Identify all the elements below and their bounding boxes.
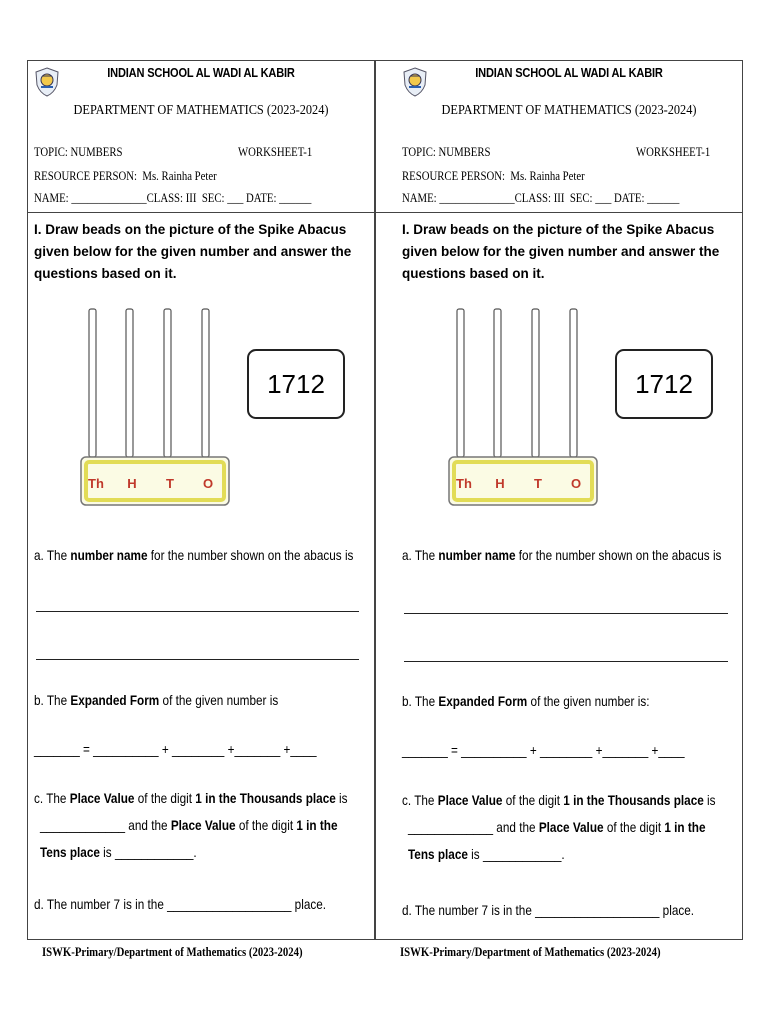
- abacus-spikes: [457, 309, 577, 457]
- footer: ISWK-Primary/Department of Mathematics (2023-2024): [400, 945, 661, 959]
- number-box: 1712: [615, 349, 713, 419]
- department-title: DEPARTMENT OF MATHEMATICS (2023-2024): [441, 103, 697, 118]
- question-d: d. The number 7 is in the ___________________ place.: [34, 896, 327, 912]
- abacus-label-thousands: Th: [456, 476, 472, 491]
- number-box: 1712: [247, 349, 345, 419]
- abacus-label-tens: T: [534, 476, 542, 491]
- question-c-line-2: _____________ and the Place Value of the digit 1 in the: [40, 817, 338, 833]
- abacus-spikes: [89, 309, 209, 457]
- name-class-date-line: NAME: ______________CLASS: III SEC: ___ DATE: ______: [34, 191, 312, 205]
- worksheet-number: WORKSHEET-1: [238, 145, 313, 159]
- school-name: INDIAN SCHOOL AL WADI AL KABIR: [107, 65, 295, 80]
- abacus-label-hundreds: H: [495, 476, 505, 491]
- footer: ISWK-Primary/Department of Mathematics (2023-2024): [42, 945, 303, 959]
- question-a: a. The number name for the number shown on the abacus is: [402, 547, 722, 563]
- resource-person: RESOURCE PERSON: Ms. Rainha Peter: [402, 169, 585, 183]
- worksheet-sheet: [27, 60, 743, 940]
- question-c-line-2: _____________ and the Place Value of the digit 1 in the: [408, 819, 706, 835]
- question-b: b. The Expanded Form of the given number is:: [402, 693, 650, 709]
- question-c-line-1: c. The Place Value of the digit 1 in the Thousands place is: [402, 792, 716, 808]
- school-name: INDIAN SCHOOL AL WADI AL KABIR: [475, 65, 663, 80]
- name-class-date-line: NAME: ______________CLASS: III SEC: ___ DATE: ______: [402, 191, 680, 205]
- question-c-line-3: Tens place is ____________.: [40, 844, 197, 860]
- department-title: DEPARTMENT OF MATHEMATICS (2023-2024): [73, 103, 329, 118]
- question-c-line-1: c. The Place Value of the digit 1 in the Thousands place is: [34, 790, 348, 806]
- spike-abacus-diagram: [448, 301, 598, 511]
- abacus-label-ones: O: [202, 476, 214, 491]
- worksheet-header: [28, 61, 374, 213]
- expanded-form-blanks[interactable]: _______ = __________ + ________ +_______ +____: [34, 741, 317, 757]
- answer-line[interactable]: [404, 613, 728, 614]
- question-1-instructions: I. Draw beads on the picture of the Spike Abacus given below for the given number and answer the questions based on it.: [402, 222, 720, 281]
- question-1-instructions: I. Draw beads on the picture of the Spike Abacus given below for the given number and answer the questions based on it.: [34, 222, 352, 281]
- abacus-label-thousands: Th: [88, 476, 104, 491]
- answer-line[interactable]: [36, 611, 359, 612]
- abacus-label-hundreds: H: [127, 476, 137, 491]
- worksheet-copy-left: [28, 61, 375, 939]
- topic: TOPIC: NUMBERS: [402, 145, 491, 159]
- worksheet-number: WORKSHEET-1: [636, 145, 711, 159]
- answer-line[interactable]: [404, 661, 728, 662]
- worksheet-header: [376, 61, 742, 213]
- question-b: b. The Expanded Form of the given number is: [34, 692, 279, 708]
- resource-person: RESOURCE PERSON: Ms. Rainha Peter: [34, 169, 217, 183]
- expanded-form-blanks[interactable]: _______ = __________ + ________ +_______ +____: [402, 742, 685, 758]
- question-c-line-3: Tens place is ____________.: [408, 846, 565, 862]
- worksheet-copy-right: [375, 61, 742, 939]
- abacus-label-ones: O: [570, 476, 582, 491]
- abacus-label-tens: T: [166, 476, 174, 491]
- answer-line[interactable]: [36, 659, 359, 660]
- spike-abacus-diagram: [80, 301, 230, 511]
- question-a: a. The number name for the number shown on the abacus is: [34, 547, 354, 563]
- question-d: d. The number 7 is in the ___________________ place.: [402, 902, 695, 918]
- topic: TOPIC: NUMBERS: [34, 145, 123, 159]
